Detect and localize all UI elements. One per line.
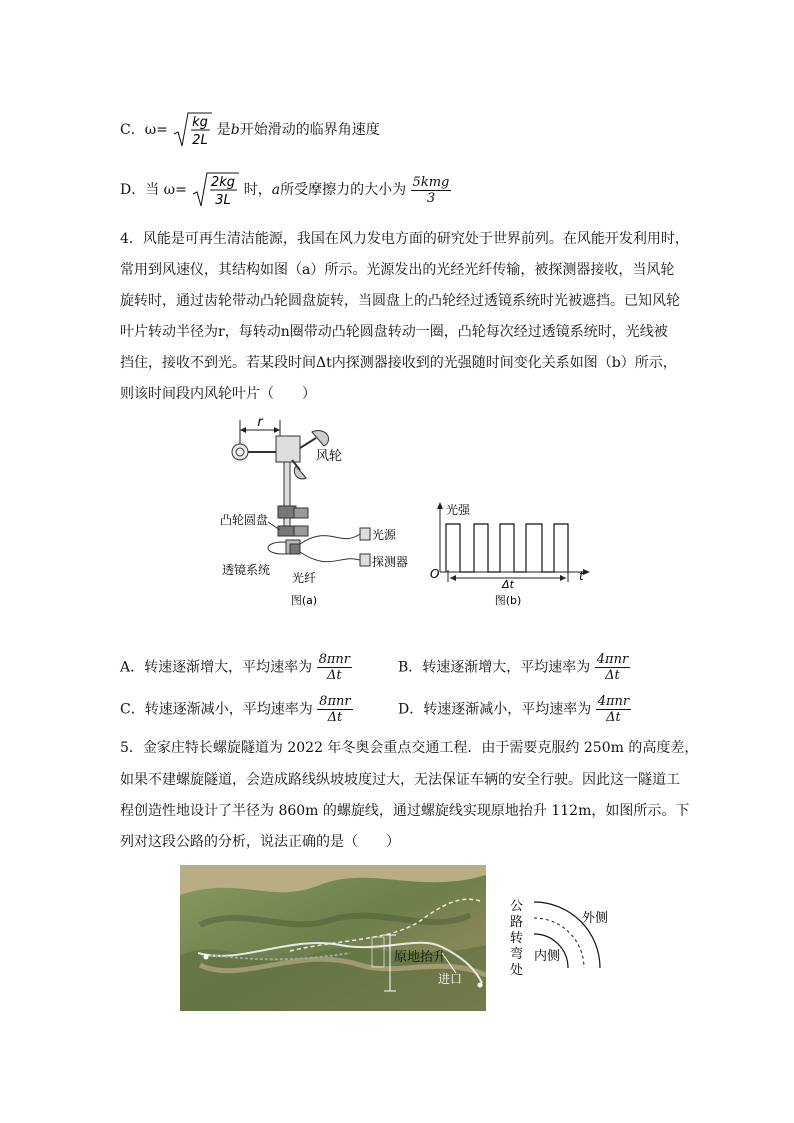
option-label: B．转速逐渐增大，平均速率为 <box>398 659 591 676</box>
q4-option-a <box>120 652 352 683</box>
fraction-numerator: 4πnr <box>597 694 630 709</box>
spiral-tunnel-aerial-photo <box>180 865 486 1011</box>
sqrt-denominator: 3L <box>215 193 232 208</box>
sqrt-expression <box>172 110 212 150</box>
option-d-q3 <box>120 170 451 210</box>
fraction-denominator: Δt <box>317 667 352 683</box>
label-wind-wheel: 风轮 <box>316 449 343 464</box>
label-entrance: 进口 <box>438 972 463 986</box>
q5-line-4: 列对这段公路的分析，说法正确的是（ ） <box>120 834 400 850</box>
sqrt-expression <box>191 170 239 210</box>
option-text: 所受摩擦力的大小为 <box>280 182 407 198</box>
fraction-numerator: 4πnr <box>596 652 629 667</box>
label-dt: Δt <box>502 578 514 591</box>
label-cam-disk: 凸轮圆盘 <box>220 513 269 527</box>
figure-b-light-intensity-graph <box>428 500 598 610</box>
figure-b-caption: 图(b) <box>494 594 522 607</box>
option-label: A．转速逐渐增大，平均速率为 <box>120 659 313 676</box>
sqrt-numerator: kg <box>192 115 209 130</box>
label-inner: 内侧 <box>534 949 561 964</box>
label-lift: 原地抬升 <box>394 950 447 965</box>
fraction-numerator: 5kmg <box>412 174 450 190</box>
label-outer: 外侧 <box>582 911 609 926</box>
label-road-turn-3: 转 <box>510 931 524 946</box>
sqrt-denominator: 2L <box>192 133 209 148</box>
label-r: r <box>257 415 263 430</box>
fraction-numerator: 8πnr <box>318 652 350 667</box>
fraction <box>595 652 630 683</box>
label-lens-system: 透镜系统 <box>222 563 271 577</box>
label-fiber: 光纤 <box>292 571 317 585</box>
q5-line-1: 5．金家庄特长螺旋隧道为 2022 年冬奥会重点交通工程．由于需要克服约 250m 的高度差， <box>120 740 699 756</box>
q5-line-3: 程创造性地设计了半径为 860m 的螺旋线，通过螺旋线实现原地抬升 112m，如图所示。下 <box>120 803 690 819</box>
option-label: D．当 ω= <box>120 182 187 198</box>
q4-line-2: 常用到风速仪，其结构如图（a）所示。光源发出的光经光纤传输，被探测器接收，当风轮 <box>120 262 675 278</box>
figure-a-caption: 图(a) <box>290 594 318 607</box>
label-road-turn-5: 处 <box>510 963 524 978</box>
label-detector: 探测器 <box>372 555 409 569</box>
figure-a-anemometer <box>220 412 430 612</box>
option-label: C．ω= <box>120 122 168 138</box>
label-light-intensity: 光强 <box>446 503 471 517</box>
option-c-q3 <box>120 110 380 150</box>
label-origin: O <box>430 567 440 581</box>
fraction-denominator: Δt <box>317 709 352 725</box>
q4-line-5: 挡住，接收不到光。若某段时间Δt内探测器接收到的光强随时间变化关系如图（b）所示， <box>120 355 677 371</box>
q4-line-1: 4．风能是可再生清洁能源，我国在风力发电方面的研究处于世界前列。在风能开发利用时， <box>120 231 689 247</box>
q4-line-4: 叶片转动半径为r，每转动n圈带动凸轮圆盘转动一圈，凸轮每次经过透镜系统时，光线被 <box>120 324 668 340</box>
label-road-turn-4: 弯 <box>510 947 524 962</box>
fraction-denominator: Δt <box>596 709 631 725</box>
label-road-turn-2: 路 <box>510 915 524 930</box>
q4-line-3: 旋转时，通过齿轮带动凸轮圆盘旋转，当圆盘上的凸轮经过透镜系统时光被遮挡。已知风轮 <box>120 293 680 309</box>
option-label: D．转速逐渐减小，平均速率为 <box>398 701 592 718</box>
sqrt-numerator: 2kg <box>211 175 236 190</box>
q4-line-6: 则该时间段内风轮叶片（ ） <box>120 386 316 402</box>
fraction <box>317 694 352 725</box>
var-a: a <box>271 182 281 198</box>
fraction <box>596 694 631 725</box>
fraction <box>317 652 352 683</box>
q4-option-c <box>120 694 353 725</box>
text-shi: 是 <box>216 122 231 138</box>
fraction <box>411 175 452 206</box>
label-road-turn-1: 公 <box>510 899 524 914</box>
var-b: b <box>230 122 240 138</box>
option-label: C．转速逐渐减小，平均速率为 <box>120 701 313 718</box>
text-shi: 时， <box>243 182 272 198</box>
fraction-denominator: 3 <box>411 190 452 206</box>
road-turn-diagram <box>500 896 620 990</box>
option-text: 开始滑动的临界角速度 <box>239 122 380 138</box>
label-t: t <box>579 569 584 583</box>
q5-line-2: 如果不建螺旋隧道，会造成路线纵坡坡度过大，无法保证车辆的安全行驶。因此这一隧道工 <box>120 772 680 788</box>
label-light-source: 光源 <box>372 528 397 542</box>
fraction-numerator: 8πnr <box>319 694 351 709</box>
q4-option-b <box>398 652 630 683</box>
fraction-denominator: Δt <box>595 667 630 683</box>
q4-option-d <box>398 694 631 725</box>
